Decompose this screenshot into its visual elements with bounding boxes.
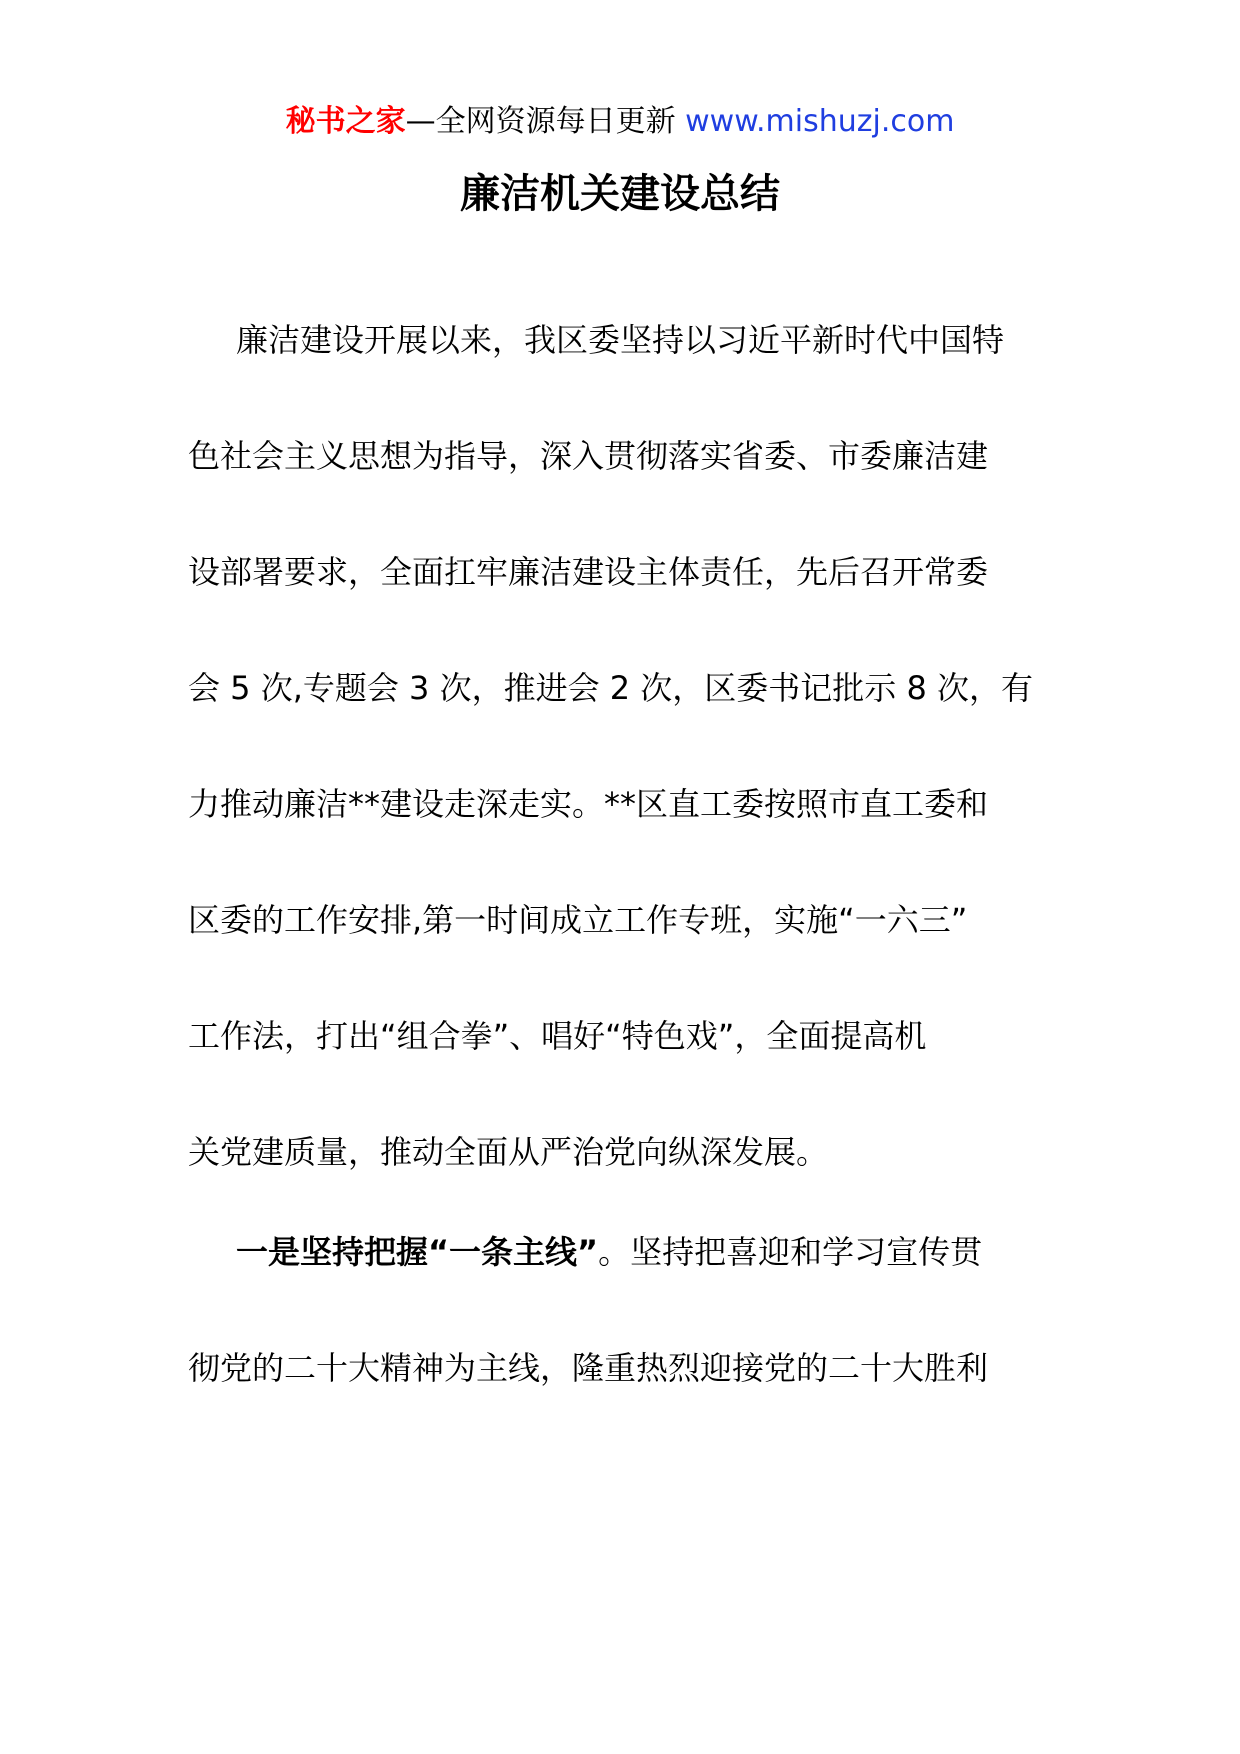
site-url-link[interactable]: www.mishuzj.com [685,104,955,139]
paragraph-line: 会 5 次,专题会 3 次，推进会 2 次，区委书记批示 8 次，有 [188,669,1033,707]
point-heading: 一是坚持把握“一条主线” [236,1233,599,1271]
site-brand: 秘书之家 [285,104,406,139]
document-title: 廉洁机关建设总结 [460,171,780,217]
paragraph-line: 设部署要求，全面扛牢廉洁建设主体责任，先后召开常委 [188,553,989,591]
site-header [0,100,1240,144]
paragraph-line: 力推动廉洁**建设走深走实。**区直工委按照市直工委和 [188,785,989,823]
paragraph-line: 区委的工作安排,第一时间成立工作专班，实施“一六三” [188,901,968,939]
paragraph-line: 廉洁建设开展以来，我区委坚持以习近平新时代中国特 [236,321,1005,359]
paragraph-line: 关党建质量，推动全面从严治党向纵深发展。 [188,1133,829,1171]
site-slogan: —全网资源每日更新 [405,104,676,139]
paragraph-line: 工作法，打出“组合拳”、唱好“特色戏”，全面提高机 [188,1017,927,1055]
point-text: 。坚持把喜迎和学习宣传贯 [598,1233,983,1271]
paragraph-line: 彻党的二十大精神为主线，隆重热烈迎接党的二十大胜利 [188,1349,989,1387]
paragraph-line [236,1228,982,1276]
paragraph-line: 色社会主义思想为指导，深入贯彻落实省委、市委廉洁建 [188,437,989,475]
